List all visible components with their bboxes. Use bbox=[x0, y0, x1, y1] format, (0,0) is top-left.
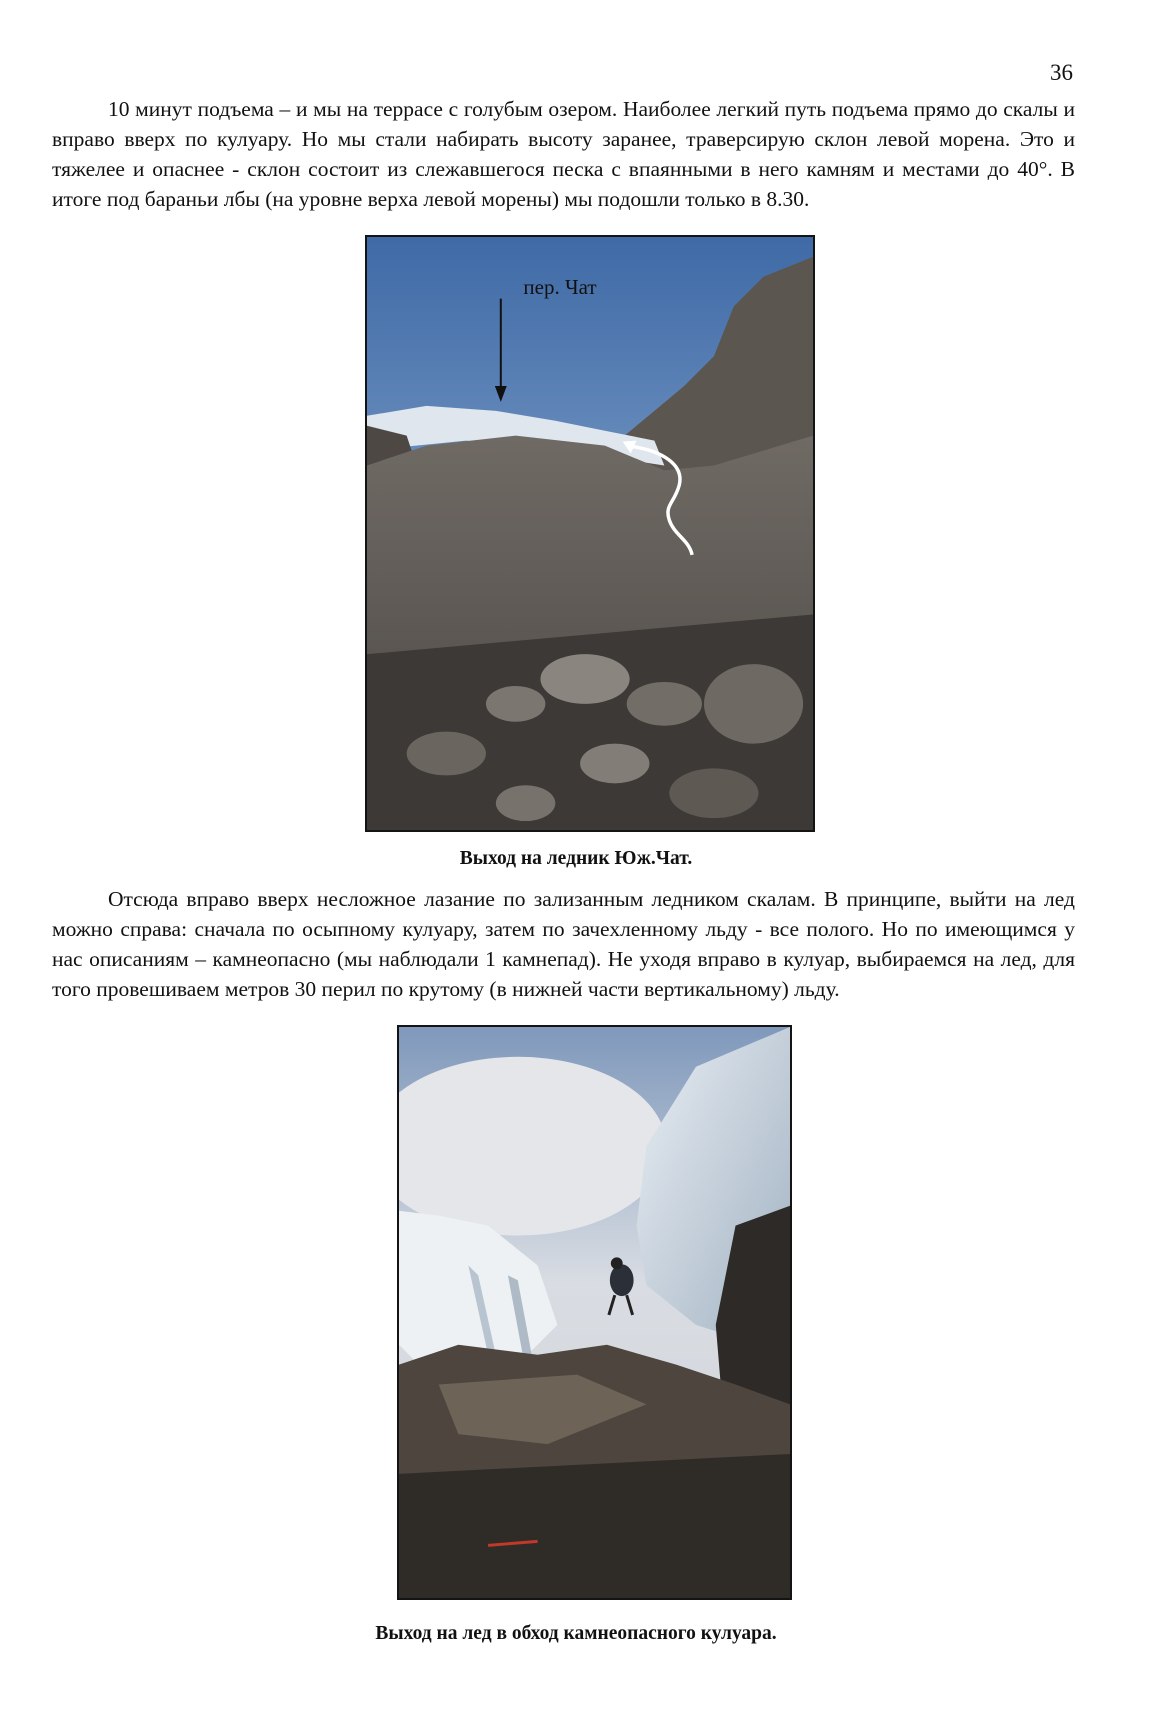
photo-ice-exit bbox=[397, 1025, 792, 1600]
photo-annotation-pass: пер. Чат bbox=[523, 275, 597, 299]
photo-glacier-approach bbox=[365, 235, 815, 832]
photo-caption-2: Выход на лед в обход камнеопасного кулуара. bbox=[375, 1623, 777, 1644]
photo-ice-exit-image bbox=[399, 1027, 790, 1598]
photo-caption-1: Выход на ледник Юж.Чат. bbox=[459, 848, 693, 869]
page-number: 36 bbox=[1050, 60, 1073, 85]
photo-glacier-approach-image bbox=[367, 237, 813, 830]
paragraph-2: Отсюда вправо вверх несложное лазание по зализанным ледником скалам. В принципе, выйти на лед можно справа: сначала по осыпному кулуару, затем по зачехленному льду - все полого. Но по имеющимся у нас описаниям – камнеопасно (мы наблюдали 1 камнепад). Не уходя вправо в кулуар, выбираемся на лед, для того провешиваем метров 30 перил по крутому (в нижней части вертикальному) льду. bbox=[52, 887, 1075, 1001]
paragraph-1: 10 минут подъема – и мы на террасе с голубым озером. Наиболее легкий путь подъема прямо до скалы и вправо вверх по кулуару. Но мы стали набирать высоту заранее, траверсирую склон левой морена. Это и тяжелее и опаснее - склон состоит из слежавшегося песка с впаянными в него камням и местами до 40°. В итоге под бараньи лбы (на уровне верха левой морены) мы подошли только в 8.30. bbox=[52, 97, 1075, 211]
